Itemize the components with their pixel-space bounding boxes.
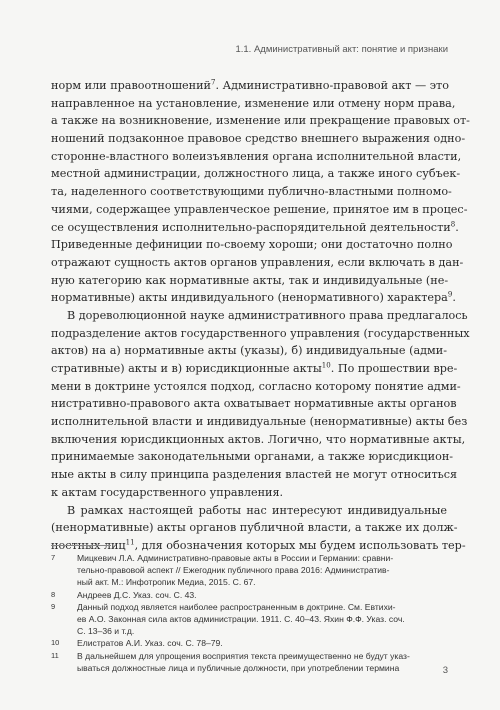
footnote-number: 10 (51, 638, 60, 648)
footnote-number: 9 (51, 601, 56, 611)
text-line: (ненормативные) акты органов публичной власти, а также их долж- (51, 521, 458, 535)
running-header: 1.1. Административный акт: понятие и признаки (235, 44, 448, 55)
footnote-line: Данный подход является наиболее распространенным в доктрине. См. Евтихи- (77, 601, 396, 612)
text-line: Приведенные дефиниции по-своему хороши; они достаточно полно (51, 238, 453, 252)
text-line: а также на возникновение, изменение или прекращение правовых от- (51, 114, 470, 128)
footnote-separator (51, 545, 111, 546)
footnote (51, 637, 447, 649)
text-line: нормативные) акты индивидуального (ненормативного) характера$^9$. (51, 290, 456, 305)
text-line: исполнительной власти и индивидуальные (ненормативные) акты без (51, 415, 468, 429)
text-line: направленное на установление, изменение или отмену норм права, (51, 96, 456, 110)
text-line: стративные) акты и в) юрисдикционные акты$^{10}$. По прошествии вре- (51, 361, 458, 375)
footnote-line: Мицкевич Л.А. Административно-правовые акты в России и Германии: сравни- (77, 553, 394, 563)
text-line: мени в доктрине устоялся подход, согласно которому понятие адми- (51, 379, 461, 393)
page-number: 3 (442, 665, 448, 676)
footnote-line: ев А.О. Законная сила актов администрации. 1911. С. 40–43. Яхин Ф.Ф. Указ. соч. (77, 614, 405, 625)
footnote (51, 650, 447, 674)
text-line: чиями, содержащее управленческое решение, принятое им в процес- (51, 202, 468, 216)
main-text (51, 77, 470, 555)
text-line: норм или правоотношений$^7$. Административно-правовой акт — это (51, 78, 449, 92)
footnote-ref[interactable]: 10 (321, 361, 331, 370)
footnote (51, 601, 447, 638)
text-line: отражают сущность актов органов управления, если включать в дан- (51, 255, 464, 269)
text-line: ностных лиц$^{11}$, для обозначения которых мы будем использовать тер- (51, 538, 466, 552)
text-line: сторонне-властного волеизъявления органа исполнительной власти, (51, 149, 462, 163)
text-line: принимаемые законодательными органами, а также юрисдикцион- (51, 450, 454, 464)
footnote-line: С. 13–36 и т.д. (77, 626, 135, 637)
text-line: подразделение актов государственного управления (государственных (51, 326, 470, 340)
footnote-number: 8 (51, 589, 56, 599)
text-line: ношений подзаконное правовое средство внешнего выражения одно- (51, 132, 466, 146)
text-line: та, наделенного соответствующими публично-властными полномо- (51, 185, 452, 199)
text-line: включения юрисдикционных актов. Логично, что нормативные акты, (51, 432, 466, 446)
text-line: ные акты в силу принципа разделения властей не могут относиться (51, 468, 458, 482)
text-line: к актам государственного управления. (51, 485, 284, 499)
footnote-ref[interactable]: 11 (125, 538, 135, 547)
footnote-ref[interactable]: 7 (211, 78, 216, 87)
text-line: В рамках настоящей работы нас интересуют индивидуальные (67, 503, 447, 517)
text-line: се осуществления исполнительно-распорядительной деятельности$^8$. (51, 219, 459, 234)
footnote-line: В дальнейшем для упрощения восприятия текста преимущественно не будут указ- (77, 650, 410, 661)
footnote-line: тельно-правовой аспект // Ежегодник публичного права 2016: Административ- (77, 565, 390, 576)
footnote-number: 11 (51, 650, 59, 660)
footnote-ref[interactable]: 8 (450, 219, 456, 228)
text-line: ную категорию как нормативные акты, так и индивидуальные (не- (51, 273, 449, 287)
footnote-line: ываться должностные лица и публичные должности, при употреблении термина (77, 662, 400, 673)
footnote (51, 552, 447, 589)
footnote-line: Андреев Д.С. Указ. соч. С. 43. (77, 589, 197, 600)
footnote-number: 7 (51, 553, 56, 562)
footnote-ref[interactable]: 9 (447, 290, 453, 299)
text-line: актов) на а) нормативные акты (указы), б) индивидуальные (адми- (51, 344, 447, 358)
text-line: нистративно-правового акта охватывает нормативные акты органов (51, 397, 457, 411)
footnotes (51, 552, 447, 674)
text-line: В дореволюционной науке административного права предлагалось (67, 308, 468, 322)
text-line: местной администрации, должностного лица, а также иного субъек- (51, 167, 461, 181)
footnote (51, 589, 447, 601)
footnote-line: Елистратов А.И. Указ. соч. С. 78–79. (77, 638, 223, 649)
footnote-line: ный акт. М.: Инфотропик Медиа, 2015. С. 67. (77, 577, 256, 588)
